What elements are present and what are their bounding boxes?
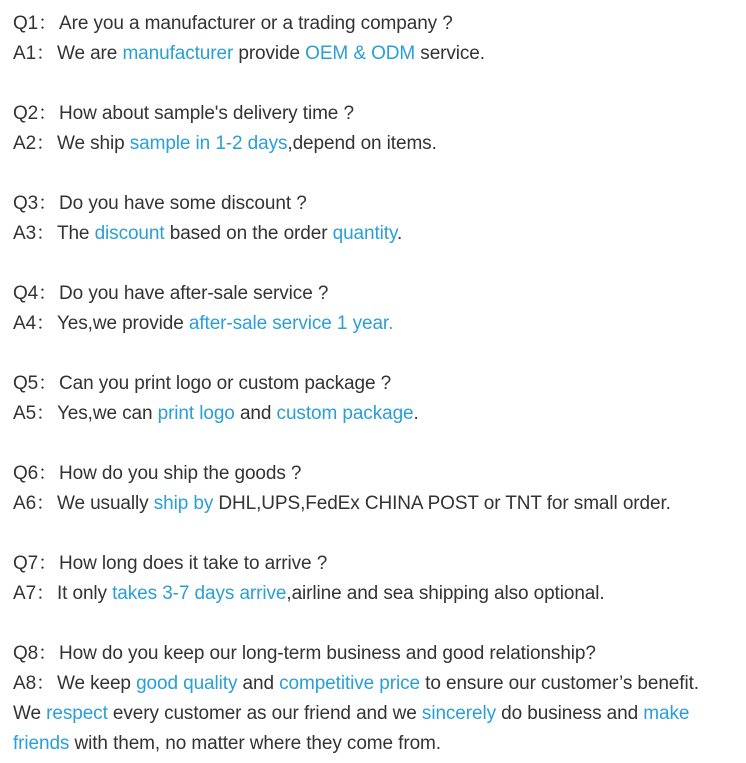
question-label: Q4： xyxy=(13,283,58,304)
answer-segment: We usually xyxy=(56,493,154,514)
answer-4 xyxy=(13,312,393,336)
answer-text xyxy=(57,403,419,424)
question-text: Can you print logo or custom package ? xyxy=(59,373,392,394)
answer-segment: with them, no matter where they come from. xyxy=(69,733,441,754)
question-text: Do you have after-sale service ? xyxy=(59,283,329,304)
question-text: How long does it take to arrive ? xyxy=(59,553,328,574)
answer-text xyxy=(57,673,699,694)
answer-5 xyxy=(13,402,419,426)
question-label: Q1： xyxy=(13,13,58,34)
answer-segment: The xyxy=(56,223,95,244)
answer-segment: ,airline and sea shipping also optional. xyxy=(286,583,605,604)
answer-highlight: discount xyxy=(94,223,165,244)
answer-segment: We keep xyxy=(56,673,137,694)
question-1 xyxy=(13,12,453,36)
answer-highlight: sincerely xyxy=(421,703,496,724)
question-7 xyxy=(13,552,327,576)
answer-highlight: manufacturer xyxy=(122,43,234,64)
question-text: How about sample's delivery time ? xyxy=(59,103,354,124)
question-6 xyxy=(13,462,301,486)
answer-segment: ,depend on items. xyxy=(287,133,437,154)
question-5 xyxy=(13,372,391,396)
answer-3 xyxy=(13,222,402,246)
answer-segment: It only xyxy=(56,583,113,604)
answer-text xyxy=(57,493,671,514)
answer-highlight: ship by xyxy=(153,493,214,514)
answer-segment: provide xyxy=(233,43,306,64)
answer-label: A1： xyxy=(13,43,55,64)
answer-highlight: quantity xyxy=(332,223,397,244)
answer-text xyxy=(57,133,437,154)
answer-segment: to ensure our customer’s benefit. xyxy=(419,673,699,694)
answer-label: A8： xyxy=(13,673,55,694)
answer-8-continued-1 xyxy=(13,702,689,726)
answer-highlight: custom package xyxy=(276,403,414,424)
question-label: Q7： xyxy=(13,553,58,574)
answer-segment: . xyxy=(396,223,403,244)
answer-segment: Yes,we can xyxy=(56,403,158,424)
answer-segment: We ship xyxy=(56,133,130,154)
answer-6 xyxy=(13,492,671,516)
question-label: Q5： xyxy=(13,373,58,394)
answer-7 xyxy=(13,582,605,606)
answer-segment: every customer as our friend and we xyxy=(107,703,422,724)
answer-segment: and xyxy=(237,673,280,694)
answer-2 xyxy=(13,132,437,156)
answer-highlight: print logo xyxy=(157,403,235,424)
answer-highlight: respect xyxy=(46,703,108,724)
answer-highlight: competitive price xyxy=(279,673,420,694)
answer-text xyxy=(57,223,402,244)
answer-segment: based on the order xyxy=(164,223,333,244)
answer-highlight: sample in 1-2 days xyxy=(129,133,288,154)
answer-label: A4： xyxy=(13,313,55,334)
question-2 xyxy=(13,102,354,126)
answer-1 xyxy=(13,42,485,66)
question-label: Q3： xyxy=(13,193,58,214)
answer-segment: . xyxy=(413,403,419,424)
answer-text xyxy=(57,583,605,604)
answer-segment: do business and xyxy=(496,703,644,724)
answer-segment: We are xyxy=(56,43,123,64)
answer-8-continued-2 xyxy=(13,732,441,756)
answer-segment: DHL,UPS,FedEx CHINA POST or TNT for small order. xyxy=(213,493,671,514)
answer-segment: service. xyxy=(415,43,485,64)
answer-highlight: friends xyxy=(13,733,70,754)
question-3 xyxy=(13,192,307,216)
question-label: Q2： xyxy=(13,103,58,124)
answer-highlight: takes 3-7 days arrive xyxy=(112,583,287,604)
answer-text xyxy=(57,313,393,334)
answer-highlight: make xyxy=(643,703,690,724)
answer-label: A2： xyxy=(13,133,55,154)
question-text: Are you a manufacturer or a trading company ? xyxy=(59,13,453,34)
answer-label: A7： xyxy=(13,583,55,604)
answer-segment: We xyxy=(13,703,47,724)
question-label: Q8： xyxy=(13,643,58,664)
question-8 xyxy=(13,642,596,666)
answer-highlight: OEM & ODM xyxy=(305,43,416,64)
question-label: Q6： xyxy=(13,463,58,484)
answer-8 xyxy=(13,672,699,696)
answer-label: A5： xyxy=(13,403,55,424)
answer-highlight: good quality xyxy=(136,673,238,694)
answer-text xyxy=(57,43,485,64)
answer-segment: and xyxy=(234,403,277,424)
answer-label: A6： xyxy=(13,493,55,514)
question-4 xyxy=(13,282,328,306)
answer-label: A3： xyxy=(13,223,55,244)
answer-segment: Yes,we provide xyxy=(56,313,189,334)
question-text: Do you have some discount ? xyxy=(59,193,307,214)
question-text: How do you ship the goods ? xyxy=(59,463,302,484)
answer-highlight: after-sale service 1 year. xyxy=(188,313,394,334)
question-text: How do you keep our long-term business and good relationship? xyxy=(59,643,596,664)
